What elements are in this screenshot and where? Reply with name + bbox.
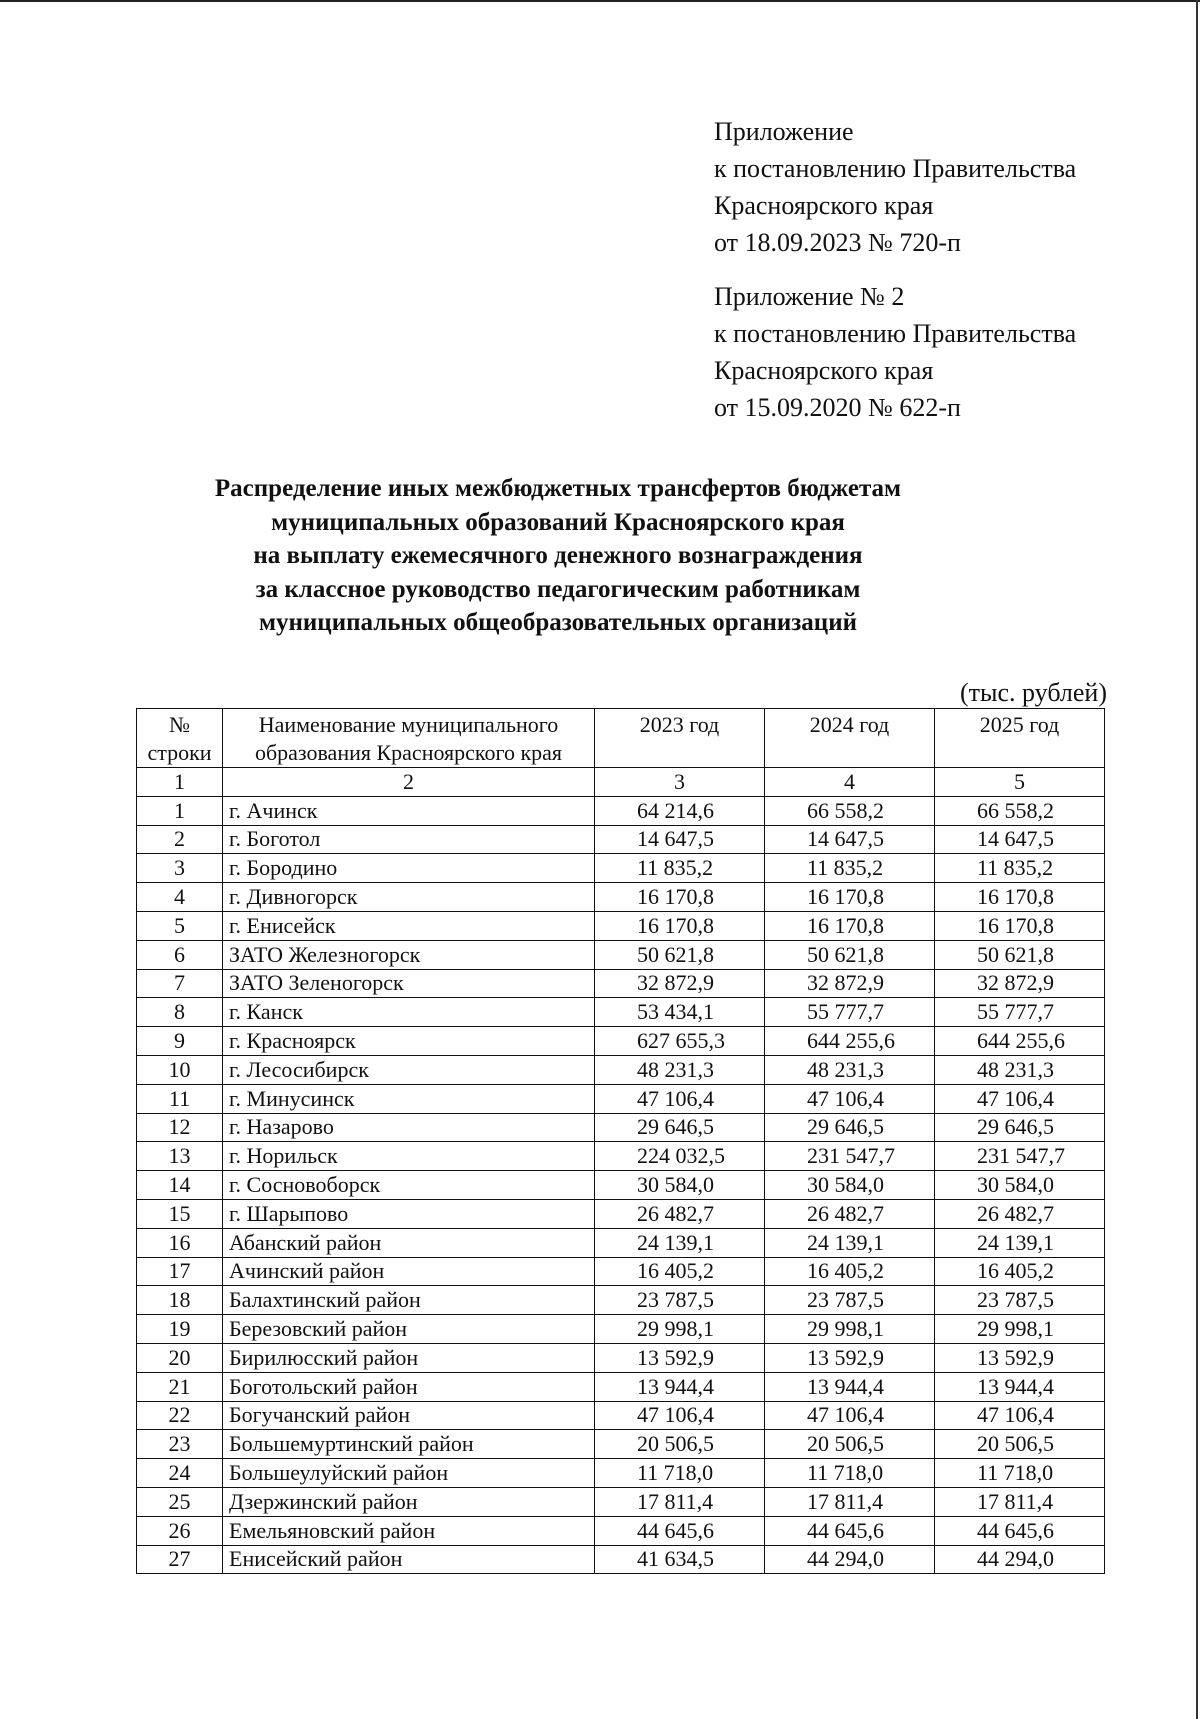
value-2023-cell: 17 811,4 <box>595 1487 765 1516</box>
title-line: за классное руководство педагогическим работникам <box>255 575 861 603</box>
value-2023-cell: 47 106,4 <box>595 1401 765 1430</box>
scan-border-top <box>0 0 1200 2</box>
header-municipality <box>223 709 595 768</box>
value-2024-cell: 16 405,2 <box>765 1257 935 1286</box>
municipality-name-cell: ЗАТО Зеленогорск <box>223 969 595 998</box>
value-2025-cell: 24 139,1 <box>935 1228 1105 1257</box>
value-2024-cell: 47 106,4 <box>765 1401 935 1430</box>
municipality-name-cell: Ачинский район <box>223 1257 595 1286</box>
table-row <box>137 1430 1105 1459</box>
value-2024-cell: 16 170,8 <box>765 883 935 912</box>
column-number-row <box>137 768 1105 797</box>
value-2023-cell: 11 718,0 <box>595 1459 765 1488</box>
table-row <box>137 1487 1105 1516</box>
title-line: на выплату ежемесячного денежного вознаграждения <box>253 542 863 569</box>
municipality-name-cell: ЗАТО Железногорск <box>223 940 595 969</box>
header-text: образования Красноярского края <box>254 740 563 765</box>
row-number-cell: 9 <box>137 1027 223 1056</box>
municipality-name-cell: г. Ачинск <box>223 796 595 825</box>
row-number-cell: 17 <box>137 1257 223 1286</box>
row-number-cell: 27 <box>137 1545 223 1574</box>
row-number-cell: 4 <box>137 883 223 912</box>
appendix-line: Приложение <box>714 117 854 146</box>
table-row <box>137 854 1105 883</box>
appendix-header-current <box>714 113 1076 261</box>
value-2023-cell: 50 621,8 <box>595 940 765 969</box>
municipality-name-cell: г. Дивногорск <box>223 883 595 912</box>
value-2024-cell: 14 647,5 <box>765 825 935 854</box>
municipality-name-cell: Березовский район <box>223 1315 595 1344</box>
value-2025-cell: 26 482,7 <box>935 1199 1105 1228</box>
value-2025-cell: 48 231,3 <box>935 1055 1105 1084</box>
value-2023-cell: 32 872,9 <box>595 969 765 998</box>
column-number: 2 <box>223 768 595 797</box>
row-number-cell: 6 <box>137 940 223 969</box>
value-2025-cell: 16 170,8 <box>935 911 1105 940</box>
value-2023-cell: 30 584,0 <box>595 1171 765 1200</box>
row-number-cell: 7 <box>137 969 223 998</box>
value-2024-cell: 644 255,6 <box>765 1027 935 1056</box>
value-2024-cell: 50 621,8 <box>765 940 935 969</box>
appendix-line: от 15.09.2020 № 622-п <box>714 393 961 422</box>
column-number: 3 <box>595 768 765 797</box>
row-number-cell: 8 <box>137 998 223 1027</box>
table-header-row <box>137 709 1105 768</box>
value-2024-cell: 11 835,2 <box>765 854 935 883</box>
distribution-table <box>136 708 1105 1574</box>
appendix-line: к постановлению Правительства <box>714 319 1077 348</box>
value-2023-cell: 24 139,1 <box>595 1228 765 1257</box>
header-year-2023: 2023 год <box>595 709 765 768</box>
municipality-name-cell: г. Сосновоборск <box>223 1171 595 1200</box>
value-2025-cell: 17 811,4 <box>935 1487 1105 1516</box>
table-row <box>137 1055 1105 1084</box>
table-row <box>137 1286 1105 1315</box>
value-2025-cell: 47 106,4 <box>935 1401 1105 1430</box>
row-number-cell: 26 <box>137 1516 223 1545</box>
table-row <box>137 883 1105 912</box>
value-2024-cell: 29 646,5 <box>765 1113 935 1142</box>
value-2025-cell: 11 835,2 <box>935 854 1105 883</box>
value-2024-cell: 11 718,0 <box>765 1459 935 1488</box>
row-number-cell: 25 <box>137 1487 223 1516</box>
units-label: (тыс. рублей) <box>959 678 1107 707</box>
row-number-cell: 21 <box>137 1372 223 1401</box>
value-2023-cell: 47 106,4 <box>595 1084 765 1113</box>
row-number-cell: 1 <box>137 796 223 825</box>
appendix-line: к постановлению Правительства <box>714 154 1077 183</box>
municipality-name-cell: Боготольский район <box>223 1372 595 1401</box>
table-row <box>137 1401 1105 1430</box>
municipality-name-cell: Енисейский район <box>223 1545 595 1574</box>
row-number-cell: 18 <box>137 1286 223 1315</box>
municipality-name-cell: г. Красноярск <box>223 1027 595 1056</box>
value-2024-cell: 30 584,0 <box>765 1171 935 1200</box>
appendix-line: Красноярского края <box>714 191 934 220</box>
municipality-name-cell: Большемуртинский район <box>223 1430 595 1459</box>
value-2024-cell: 55 777,7 <box>765 998 935 1027</box>
row-number-cell: 3 <box>137 854 223 883</box>
value-2025-cell: 66 558,2 <box>935 796 1105 825</box>
header-text: № <box>169 712 190 737</box>
value-2024-cell: 29 998,1 <box>765 1315 935 1344</box>
value-2024-cell: 13 944,4 <box>765 1372 935 1401</box>
row-number-cell: 24 <box>137 1459 223 1488</box>
row-number-cell: 22 <box>137 1401 223 1430</box>
value-2024-cell: 16 170,8 <box>765 911 935 940</box>
value-2024-cell: 48 231,3 <box>765 1055 935 1084</box>
column-number: 5 <box>935 768 1105 797</box>
value-2023-cell: 224 032,5 <box>595 1142 765 1171</box>
value-2023-cell: 627 655,3 <box>595 1027 765 1056</box>
value-2024-cell: 32 872,9 <box>765 969 935 998</box>
header-year-2025: 2025 год <box>935 709 1105 768</box>
value-2024-cell: 20 506,5 <box>765 1430 935 1459</box>
header-row-number <box>137 709 223 768</box>
value-2025-cell: 32 872,9 <box>935 969 1105 998</box>
value-2025-cell: 13 592,9 <box>935 1343 1105 1372</box>
table-row <box>137 1516 1105 1545</box>
value-2023-cell: 20 506,5 <box>595 1430 765 1459</box>
value-2025-cell: 23 787,5 <box>935 1286 1105 1315</box>
value-2025-cell: 20 506,5 <box>935 1430 1105 1459</box>
municipality-name-cell: г. Минусинск <box>223 1084 595 1113</box>
municipality-name-cell: Балахтинский район <box>223 1286 595 1315</box>
value-2025-cell: 47 106,4 <box>935 1084 1105 1113</box>
value-2025-cell: 44 294,0 <box>935 1545 1105 1574</box>
value-2025-cell: 231 547,7 <box>935 1142 1105 1171</box>
value-2023-cell: 29 998,1 <box>595 1315 765 1344</box>
value-2023-cell: 11 835,2 <box>595 854 765 883</box>
value-2023-cell: 14 647,5 <box>595 825 765 854</box>
title-line: муниципальных общеобразовательных организаций <box>258 609 858 636</box>
value-2023-cell: 41 634,5 <box>595 1545 765 1574</box>
municipality-name-cell: г. Норильск <box>223 1142 595 1171</box>
municipality-name-cell: Емельяновский район <box>223 1516 595 1545</box>
table-row <box>137 825 1105 854</box>
title-line: муниципальных образований Красноярского края <box>271 508 845 536</box>
title-line: Распределение иных межбюджетных трансфертов бюджетам <box>214 475 902 502</box>
value-2023-cell: 29 646,5 <box>595 1113 765 1142</box>
municipality-name-cell: г. Шарыпово <box>223 1199 595 1228</box>
table-row <box>137 1171 1105 1200</box>
municipality-name-cell: г. Бородино <box>223 854 595 883</box>
value-2024-cell: 26 482,7 <box>765 1199 935 1228</box>
value-2023-cell: 64 214,6 <box>595 796 765 825</box>
value-2023-cell: 44 645,6 <box>595 1516 765 1545</box>
value-2024-cell: 231 547,7 <box>765 1142 935 1171</box>
value-2023-cell: 13 592,9 <box>595 1343 765 1372</box>
municipality-name-cell: г. Лесосибирск <box>223 1055 595 1084</box>
row-number-cell: 11 <box>137 1084 223 1113</box>
value-2024-cell: 47 106,4 <box>765 1084 935 1113</box>
table-row <box>137 940 1105 969</box>
table-row <box>137 796 1105 825</box>
municipality-name-cell: г. Енисейск <box>223 911 595 940</box>
value-2023-cell: 16 170,8 <box>595 911 765 940</box>
value-2023-cell: 48 231,3 <box>595 1055 765 1084</box>
header-text: строки <box>147 740 212 765</box>
table-row <box>137 1113 1105 1142</box>
value-2025-cell: 50 621,8 <box>935 940 1105 969</box>
value-2024-cell: 13 592,9 <box>765 1343 935 1372</box>
row-number-cell: 19 <box>137 1315 223 1344</box>
value-2024-cell: 44 294,0 <box>765 1545 935 1574</box>
table-row <box>137 1084 1105 1113</box>
appendix-line: Приложение № 2 <box>714 282 905 311</box>
row-number-cell: 10 <box>137 1055 223 1084</box>
value-2025-cell: 16 405,2 <box>935 1257 1105 1286</box>
table-row <box>137 1315 1105 1344</box>
column-number: 4 <box>765 768 935 797</box>
value-2024-cell: 17 811,4 <box>765 1487 935 1516</box>
appendix-line: от 18.09.2023 № 720-п <box>714 228 961 257</box>
value-2025-cell: 11 718,0 <box>935 1459 1105 1488</box>
header-text: Наименование муниципального <box>258 712 559 737</box>
row-number-cell: 23 <box>137 1430 223 1459</box>
scan-border-right <box>1196 0 1198 1719</box>
table-row <box>137 998 1105 1027</box>
row-number-cell: 16 <box>137 1228 223 1257</box>
row-number-cell: 12 <box>137 1113 223 1142</box>
value-2025-cell: 29 998,1 <box>935 1315 1105 1344</box>
row-number-cell: 5 <box>137 911 223 940</box>
value-2023-cell: 16 170,8 <box>595 883 765 912</box>
value-2025-cell: 16 170,8 <box>935 883 1105 912</box>
municipality-name-cell: г. Назарово <box>223 1113 595 1142</box>
row-number-cell: 13 <box>137 1142 223 1171</box>
municipality-name-cell: Большеулуйский район <box>223 1459 595 1488</box>
table-row <box>137 1199 1105 1228</box>
municipality-name-cell: Богучанский район <box>223 1401 595 1430</box>
municipality-name-cell: г. Канск <box>223 998 595 1027</box>
value-2023-cell: 26 482,7 <box>595 1199 765 1228</box>
column-number: 1 <box>137 768 223 797</box>
value-2025-cell: 55 777,7 <box>935 998 1105 1027</box>
document-title <box>0 472 1116 640</box>
table-row <box>137 1545 1105 1574</box>
table-row <box>137 1459 1105 1488</box>
table-row <box>137 969 1105 998</box>
table-row <box>137 1372 1105 1401</box>
value-2023-cell: 13 944,4 <box>595 1372 765 1401</box>
value-2025-cell: 30 584,0 <box>935 1171 1105 1200</box>
value-2023-cell: 23 787,5 <box>595 1286 765 1315</box>
header-year-2024: 2024 год <box>765 709 935 768</box>
value-2023-cell: 16 405,2 <box>595 1257 765 1286</box>
table-row <box>137 1257 1105 1286</box>
row-number-cell: 2 <box>137 825 223 854</box>
value-2025-cell: 44 645,6 <box>935 1516 1105 1545</box>
value-2024-cell: 24 139,1 <box>765 1228 935 1257</box>
row-number-cell: 14 <box>137 1171 223 1200</box>
table-row <box>137 1142 1105 1171</box>
appendix-line: Красноярского края <box>714 356 934 385</box>
value-2025-cell: 14 647,5 <box>935 825 1105 854</box>
municipality-name-cell: Абанский район <box>223 1228 595 1257</box>
value-2025-cell: 644 255,6 <box>935 1027 1105 1056</box>
table-row <box>137 1343 1105 1372</box>
table-row <box>137 1228 1105 1257</box>
value-2025-cell: 13 944,4 <box>935 1372 1105 1401</box>
value-2024-cell: 66 558,2 <box>765 796 935 825</box>
table-row <box>137 911 1105 940</box>
value-2024-cell: 23 787,5 <box>765 1286 935 1315</box>
value-2024-cell: 44 645,6 <box>765 1516 935 1545</box>
table-row <box>137 1027 1105 1056</box>
appendix-header-original <box>714 278 1076 426</box>
row-number-cell: 20 <box>137 1343 223 1372</box>
value-2025-cell: 29 646,5 <box>935 1113 1105 1142</box>
municipality-name-cell: Дзержинский район <box>223 1487 595 1516</box>
municipality-name-cell: Бирилюсский район <box>223 1343 595 1372</box>
municipality-name-cell: г. Боготол <box>223 825 595 854</box>
value-2023-cell: 53 434,1 <box>595 998 765 1027</box>
row-number-cell: 15 <box>137 1199 223 1228</box>
